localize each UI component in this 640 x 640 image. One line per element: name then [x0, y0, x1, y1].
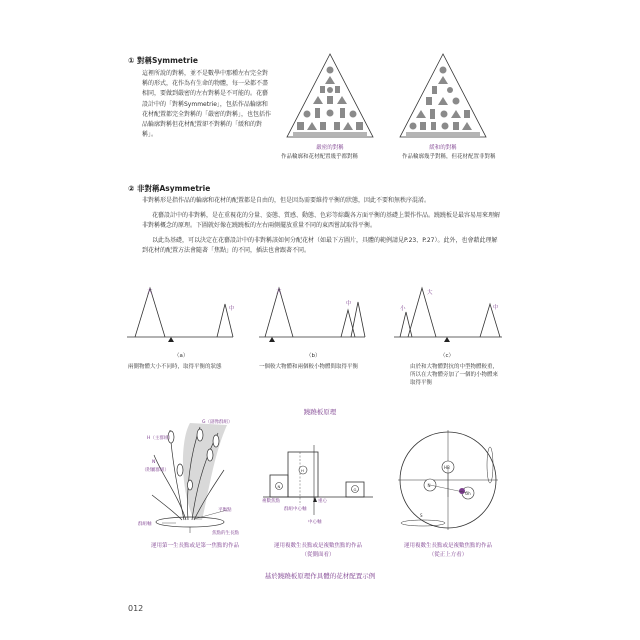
fig3-gh-label: Gh [465, 491, 471, 496]
fig3-hb-label: HB [444, 465, 450, 470]
section2-paragraph1: 非對稱形是指作品的輪廓和花材的配置都是自由的，但是因為需要維持平衡的狀態，因此不要和無秩序混淆。 [142, 197, 431, 204]
fig2-n-label: N [277, 484, 281, 489]
seesaw-c-tag: （c） [440, 353, 455, 359]
fig2-groupcenter-label: 群組中心軸 [284, 507, 307, 512]
fig2-g-label: G [353, 487, 357, 492]
seesaw-a-mid-label: 中 [229, 306, 235, 312]
seesaw-a-big-label: 大 [147, 289, 153, 295]
fig1-n-label: N [152, 460, 156, 465]
fig1-balance-label: 平衡點 [218, 508, 232, 513]
bottom-figures-title: 基於蹺蹺板原理作具體的花材配置示例 [264, 572, 376, 580]
fig3-s-label: S [420, 513, 423, 518]
seesaw-b-caption: 一個較大物體和兩個較小物體間取得平衡 [259, 364, 359, 370]
fig2-center-label: 重心 [318, 499, 327, 504]
section1-title: ① 對稱Symmetrie [128, 56, 198, 65]
soft-symmetry-figure [398, 52, 488, 140]
fig1-h-label: H（主群組） [147, 436, 173, 441]
soft-symmetry-label: 緩和的對稱 [429, 145, 457, 151]
seesaw-a-caption: 兩側物體大小不同時，取得平衡的狀態 [128, 364, 222, 370]
fig1-group-label: 群組軸 [138, 522, 152, 527]
section2-paragraph3: 以此為基礎，可以決定在花藝設計中的非對稱該如何分配花材（如最下方圖片，具體的範例請見P.23、P.27）。此外，也會藉此理解到花材的配置方法會隨著「焦點」的不同，插法也會跟著不同。 [142, 237, 498, 255]
page-number: 012 [128, 604, 144, 613]
fig3-caption2: （從正上方看） [428, 552, 468, 558]
seesaw-b-big-label: 大 [276, 289, 282, 295]
seesaw-a-figure [125, 280, 235, 350]
section1-paragraph: 這裡所說的對稱，並不是數學中那種左右完全對稱的形式，花作為有生命的物體，每一朵都不盡相同，要做到嚴密的左右對稱是不可能的。花藝設計中的「對稱Symmetrie」，包括作品輪廓和花材配置都完全對稱的「嚴密的對稱」，也包括作品輪廓對稱但花材配置卻不對稱的「緩和的對稱」。 [142, 70, 272, 139]
fig2-caption1: 運用複數生長點或是複數焦點的作品 [273, 543, 362, 549]
top-view-figure [388, 425, 508, 537]
strict-symmetry-caption: 作品輪廓和花材配置幾乎都對稱 [281, 154, 359, 160]
seesaw-c-figure [392, 280, 504, 350]
soft-symmetry-caption: 作品輪廓幾乎對稱，但花材配置非對稱 [402, 154, 496, 160]
section2-paragraph2: 花藝設計中的非對稱，是在重視花的分量、姿態、質感、動態、色彩等綜觀各方面平衡的基礎上製作作品。蹺蹺板是最容易用來理解非對稱概念的原理。下圖就好像在蹺蹺板的左右兩側擺放重量不同的東西嘗試取得平衡。 [142, 212, 501, 230]
fig1-focus-label: 焦點的生長點 [212, 531, 239, 535]
section2-title: ② 非對稱Asymmetrie [128, 184, 211, 193]
strict-symmetry-label: 嚴密的對稱 [316, 145, 344, 151]
fig1-g-label: G（副像群組） [202, 420, 233, 425]
focus-point-figure [132, 415, 252, 535]
side-view-figure [258, 430, 378, 530]
seesaw-c-small-label: 小 [400, 306, 406, 312]
seesaw-b-mid-label: 中 [346, 301, 352, 307]
seesaw-principle-title: 蹺蹺板原理 [303, 408, 337, 416]
fig3-n-label: N [427, 483, 431, 488]
fig2-caption2: （從側面看） [301, 552, 335, 558]
seesaw-c-mid-label: 中 [493, 305, 499, 311]
fig2-focus-label: 複數焦點 [262, 499, 280, 504]
fig1-n2-label: （附屬群組） [142, 468, 169, 473]
fig3-caption1: 運用複數生長點或是複數焦點的作品 [403, 543, 492, 549]
seesaw-c-big-label: 大 [427, 290, 433, 296]
fig2-h-label: H [301, 468, 304, 473]
strict-symmetry-figure [285, 52, 375, 140]
seesaw-a-tag: （a） [174, 353, 189, 359]
seesaw-c-caption: 由於和大物體對抗的中型物體較重，所以在大物體旁加了一個的小物體來取得平衡 [410, 364, 499, 386]
fig2-axis-label: 中心軸 [308, 520, 322, 525]
seesaw-b-figure [257, 280, 367, 350]
seesaw-b-tag: （b） [306, 353, 321, 359]
fig1-caption: 運用第一生長點或是第一焦點的作品 [150, 543, 239, 549]
